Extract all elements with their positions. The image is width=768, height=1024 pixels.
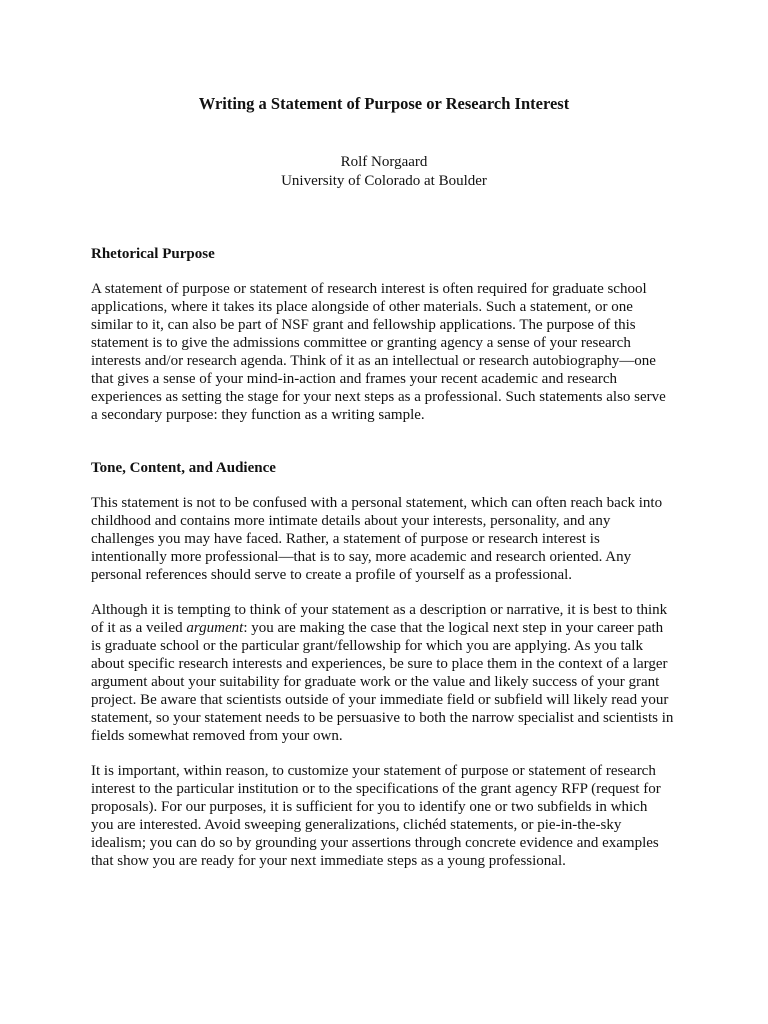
paragraph-line: idealism; you can do so by grounding your assertions through concrete evidence and examples (91, 835, 659, 851)
line-text: : you are making the case that the logical next step in your career path (243, 620, 664, 636)
paragraph-line: statement, so your statement needs to be persuasive to both the narrow specialist and scientists in (91, 710, 674, 726)
paragraph-argument (91, 601, 691, 745)
paragraph-line: a secondary purpose: they function as a writing sample. (91, 407, 425, 423)
line-text: of it as a veiled (91, 620, 187, 636)
paragraph-rhetorical-purpose (91, 280, 691, 424)
paragraph-line: intentionally more professional—that is to say, more academic and research oriented. Any (91, 549, 632, 565)
paragraph-line: about specific research interests and experiences, be sure to place them in the context of a larger (91, 656, 668, 672)
paragraph-line: This statement is not to be confused with a personal statement, which can often reach back into (91, 495, 663, 511)
emphasized-argument: argument (186, 620, 244, 636)
paragraph-line: experiences as setting the stage for your next steps as a professional. Such statements also serve (91, 389, 666, 405)
paragraph-line: that gives a sense of your mind-in-action and frames your recent academic and research (91, 371, 618, 387)
paragraph-line: argument about your suitability for graduate work or the value and likely success of your grant (91, 674, 660, 690)
paragraph-line (91, 619, 691, 637)
section-heading-tone-content-audience: Tone, Content, and Audience (91, 460, 276, 476)
paragraph-line: personal references should serve to create a profile of yourself as a professional. (91, 567, 573, 583)
paragraph-line: proposals). For our purposes, it is sufficient for you to identify one or two subfields in which (91, 799, 648, 815)
paragraph-line: Although it is tempting to think of your statement as a description or narrative, it is best to think (91, 602, 668, 618)
paragraph-line: A statement of purpose or statement of research interest is often required for graduate school (91, 281, 647, 297)
author-name: Rolf Norgaard (340, 154, 428, 170)
paragraph-line: is graduate school or the particular grant/fellowship for which you are applying. As you talk (91, 638, 643, 654)
paragraph-line: that show you are ready for your next immediate steps as a young professional. (91, 853, 566, 869)
paragraph-line: fields somewhat removed from your own. (91, 728, 343, 744)
paragraph-line: interests and/or research agenda. Think of it as an intellectual or research autobiography—one (91, 353, 656, 369)
paragraph-line: statement is to give the admissions committee or granting agency a sense of your research (91, 335, 631, 351)
paragraph-line: applications, where it takes its place alongside of other materials. Such a statement, or one (91, 299, 633, 315)
paragraph-personal-statement (91, 494, 691, 584)
section-heading-rhetorical-purpose: Rhetorical Purpose (91, 246, 215, 262)
paragraph-line: interest to the particular institution or to the specifications of the grant agency RFP (request for (91, 781, 661, 797)
paragraph-line: childhood and contains more intimate details about your interests, personality, and any (91, 513, 611, 529)
author-block (0, 153, 768, 191)
paragraph-line: project. Be aware that scientists outside of your immediate field or subfield will likely read your (91, 692, 669, 708)
paragraph-customize (91, 762, 691, 870)
paragraph-line: similar to it, can also be part of NSF grant and fellowship applications. The purpose of this (91, 317, 636, 333)
paragraph-line: you are interested. Avoid sweeping generalizations, clichéd statements, or pie-in-the-sky (91, 817, 622, 833)
author-affiliation: University of Colorado at Boulder (281, 173, 487, 189)
document-title: Writing a Statement of Purpose or Research Interest (198, 94, 570, 113)
paragraph-line: It is important, within reason, to customize your statement of purpose or statement of research (91, 763, 656, 779)
paragraph-line: challenges you may have faced. Rather, a statement of purpose or research interest is (91, 531, 600, 547)
